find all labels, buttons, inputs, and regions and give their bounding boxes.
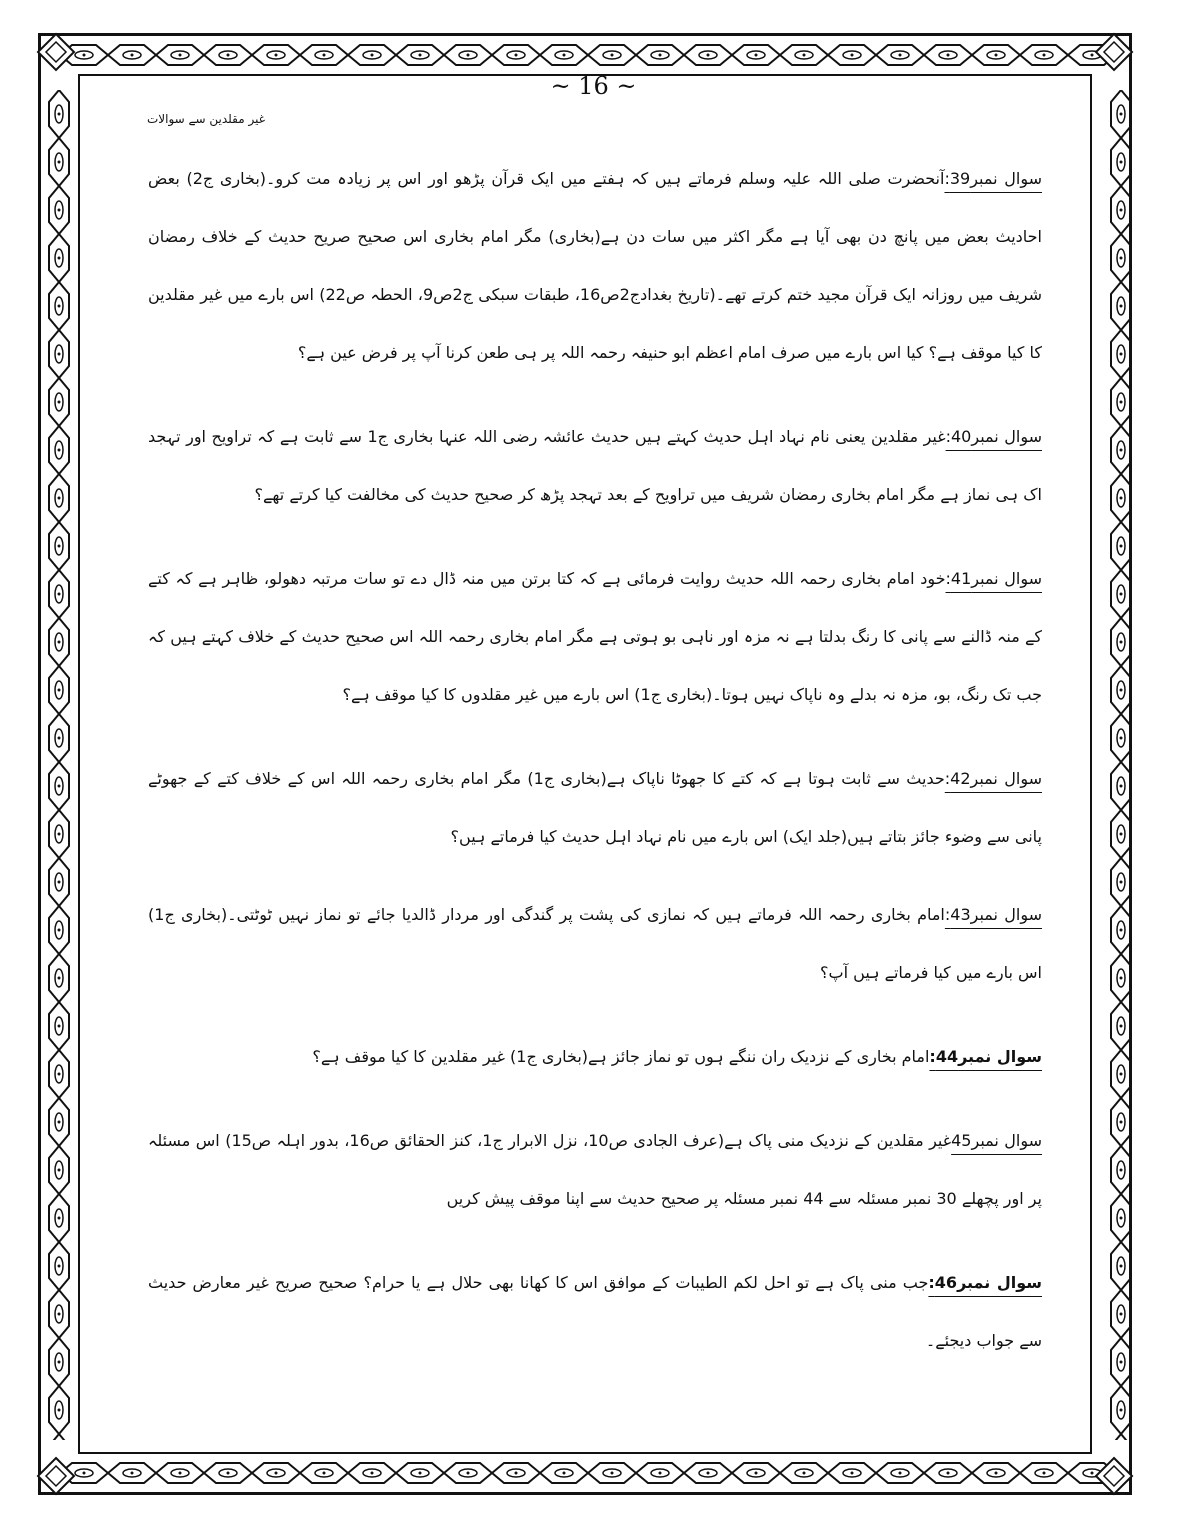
question-39 (148, 150, 1042, 382)
question-text: امام بخاری رحمہ اللہ فرماتے ہیں کہ نمازی کی پشت پر گندگی اور مردار ڈالدیا جائے تو نماز نہیں ٹوٹتی۔(بخاری ج1) اس بارے میں کیا فرماتے ہیں آپ؟ (148, 905, 1042, 982)
question-label: سوال نمبر40: (945, 427, 1042, 446)
running-header: غیر مقلدین سے سوالات (146, 112, 265, 126)
question-45 (148, 1112, 1042, 1228)
question-label: سوال نمبر44: (929, 1047, 1042, 1066)
border-ornament-left (46, 90, 72, 1440)
page-number: ~ 16 ~ (550, 72, 637, 100)
question-text: خود امام بخاری رحمہ اللہ حدیث روایت فرمائی ہے کہ کتا برتن میں منہ ڈال دے تو سات مرتبہ دھولو، ظاہر ہے کہ کتے کے منہ ڈالنے سے پانی کا رنگ بدلتا ہے نہ مزہ اور ناہی بو ہوتی ہے مگر امام بخاری رحمہ اللہ اس صحیح حدیث کے خلاف کہتے ہیں کہ جب تک رنگ، بو، مزہ نہ بدلے وہ ناپاک نہیں ہوتا۔(بخاری ج1) اس بارے میں غیر مقلدوں کا کیا موقف ہے؟ (148, 569, 1042, 704)
corner-ornament-top-right (1094, 32, 1134, 72)
question-text: حدیث سے ثابت ہوتا ہے کہ کتے کا جھوٹا ناپاک ہے(بخاری ج1) مگر امام بخاری رحمہ اللہ اس کے خلاف کتے کے جھوٹے پانی سے وضوء جائز بتاتے ہیں(جلد ایک) اس بارے میں نام نہاد اہل حدیث کیا فرماتے ہیں؟ (148, 769, 1042, 846)
question-text: غیر مقلدین یعنی نام نہاد اہل حدیث کہتے ہیں حدیث عائشہ رضی اللہ عنہا بخاری ج1 سے ثابت ہے کہ تراویح اور تہجد اک ہی نماز ہے مگر امام بخاری رمضان شریف میں تراویح کے بعد تہجد پڑھ کر صحیح حدیث کی مخالفت کیا کرتے تھے؟ (148, 427, 1042, 504)
question-label: سوال نمبر41: (945, 569, 1042, 588)
question-44 (148, 1028, 1042, 1086)
question-text: غیر مقلدین کے نزدیک منی پاک ہے(عرف الجادی ص10، نزل الابرار ج1، کنز الحقائق ص16، بدور اہلہ ص15) اس مسئلہ پر اور پچھلے 30 نمبر مسئلہ سے 44 نمبر مسئلہ پر صحیح حدیث سے اپنا موقف پیش کریں (148, 1131, 1042, 1208)
question-42 (148, 750, 1042, 866)
border-ornament-top (60, 42, 1112, 68)
question-label: سوال نمبر39: (944, 169, 1043, 188)
corner-ornament-bottom-left (36, 1456, 76, 1496)
question-label: سوال نمبر46: (928, 1273, 1043, 1292)
question-46 (148, 1254, 1042, 1370)
questions-body (148, 150, 1042, 1396)
question-43 (148, 886, 1042, 1002)
question-label: سوال نمبر43: (944, 905, 1043, 924)
question-text: جب منی پاک ہے تو احل لکم الطیبات کے موافق اس کا کھانا بھی حلال ہے یا حرام؟ صحیح صریح غیر معارض حدیث سے جواب دیجئے۔ (148, 1273, 1042, 1350)
question-text: آنحضرت صلی اللہ علیہ وسلم فرماتے ہیں کہ ہفتے میں ایک قرآن پڑھو اور اس پر زیادہ مت کرو۔(بخاری ج2) بعض احادیث بعض میں پانچ دن بھی آیا ہے مگر اکثر میں سات دن ہے(بخاری) مگر امام بخاری اس صحیح صریح حدیث کے خلاف رمضان شریف میں روزانہ ایک قرآن مجید ختم کرتے تھے۔(تاریخ بغدادج2ص16، طبقات سبکی ج2ص9، الحطہ ص22) اس بارے میں غیر مقلدین کا کیا موقف ہے؟ کیا اس بارے میں صرف امام اعظم ابو حنیفہ رحمہ اللہ پر ہی طعن کرنا آپ پر فرض عین ہے؟ (148, 169, 1043, 362)
border-ornament-bottom (60, 1460, 1112, 1486)
corner-ornament-top-left (36, 32, 76, 72)
corner-ornament-bottom-right (1094, 1456, 1134, 1496)
question-text: امام بخاری کے نزدیک ران ننگے ہوں تو نماز جائز ہے(بخاری ج1) غیر مقلدین کا کیا موقف ہے؟ (312, 1047, 930, 1066)
border-ornament-right (1108, 90, 1134, 1440)
question-label: سوال نمبر45 (951, 1131, 1043, 1150)
question-41 (148, 550, 1042, 724)
question-label: سوال نمبر42: (944, 769, 1042, 788)
question-40 (148, 408, 1042, 524)
